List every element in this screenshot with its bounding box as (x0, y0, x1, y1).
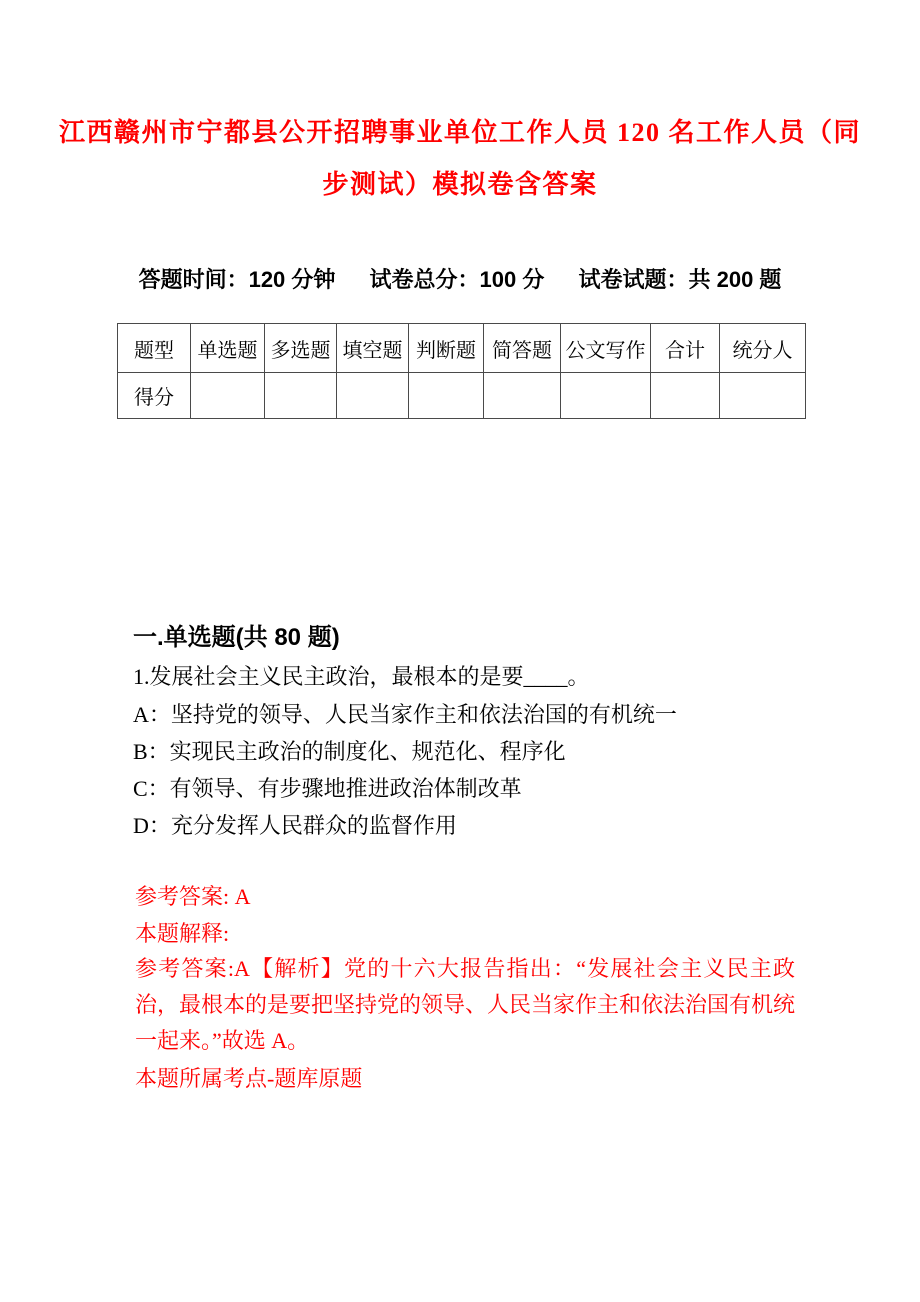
meta-answer-time: 答题时间：120 分钟 (138, 267, 336, 292)
score-table-score-row (118, 373, 806, 419)
reference-answer: 参考答案: A (135, 884, 251, 909)
header-official-writing: 公文写作 (561, 324, 651, 373)
option-a: A：坚持党的领导、人民当家作主和依法治国的有机统一 (133, 702, 677, 727)
meta-question-count: 试卷试题：共 200 题 (578, 267, 782, 292)
option-d: D：充分发挥人民群众的监督作用 (133, 813, 457, 838)
knowledge-point-note: 本题所属考点-题库原题 (135, 1066, 363, 1091)
document-title (0, 107, 920, 211)
question-1-text: 1.发展社会主义民主政治，最根本的是要____。 (133, 664, 590, 689)
header-question-type: 题型 (118, 324, 191, 373)
score-cell (561, 373, 651, 419)
header-fill-blank: 填空题 (337, 324, 409, 373)
score-table-header-row (118, 324, 806, 373)
header-true-false: 判断题 (409, 324, 484, 373)
score-cell (191, 373, 265, 419)
score-cell (651, 373, 720, 419)
option-b: B：实现民主政治的制度化、规范化、程序化 (133, 739, 566, 764)
section-heading-single-choice: 一.单选题(共 80 题) (133, 624, 340, 651)
option-c: C：有领导、有步骤地推进政治体制改革 (133, 776, 522, 801)
header-score-counter: 统分人 (720, 324, 806, 373)
score-cell (720, 373, 806, 419)
title-line-2: 步测试）模拟卷含答案 (322, 170, 598, 199)
score-cell (337, 373, 409, 419)
exam-meta (0, 264, 920, 296)
explanation-label: 本题解释: (135, 921, 230, 946)
score-row-label: 得分 (118, 373, 191, 419)
explanation-text: 参考答案:A【解析】党的十六大报告指出：“发展社会主义民主政治，最根本的是要把坚持党的领导、人民当家作主和依法治国有机统一起来。”故选 A。 (135, 956, 796, 1053)
header-multi-choice: 多选题 (265, 324, 337, 373)
title-line-1: 江西赣州市宁都县公开招聘事业单位工作人员 120 名工作人员（同 (58, 118, 861, 147)
header-short-answer: 简答题 (484, 324, 561, 373)
score-cell (409, 373, 484, 419)
score-cell (484, 373, 561, 419)
question-1-options (133, 700, 677, 848)
header-total: 合计 (651, 324, 720, 373)
score-cell (265, 373, 337, 419)
score-table (117, 323, 806, 419)
meta-total-score: 试卷总分：100 分 (369, 267, 545, 292)
header-single-choice: 单选题 (191, 324, 265, 373)
